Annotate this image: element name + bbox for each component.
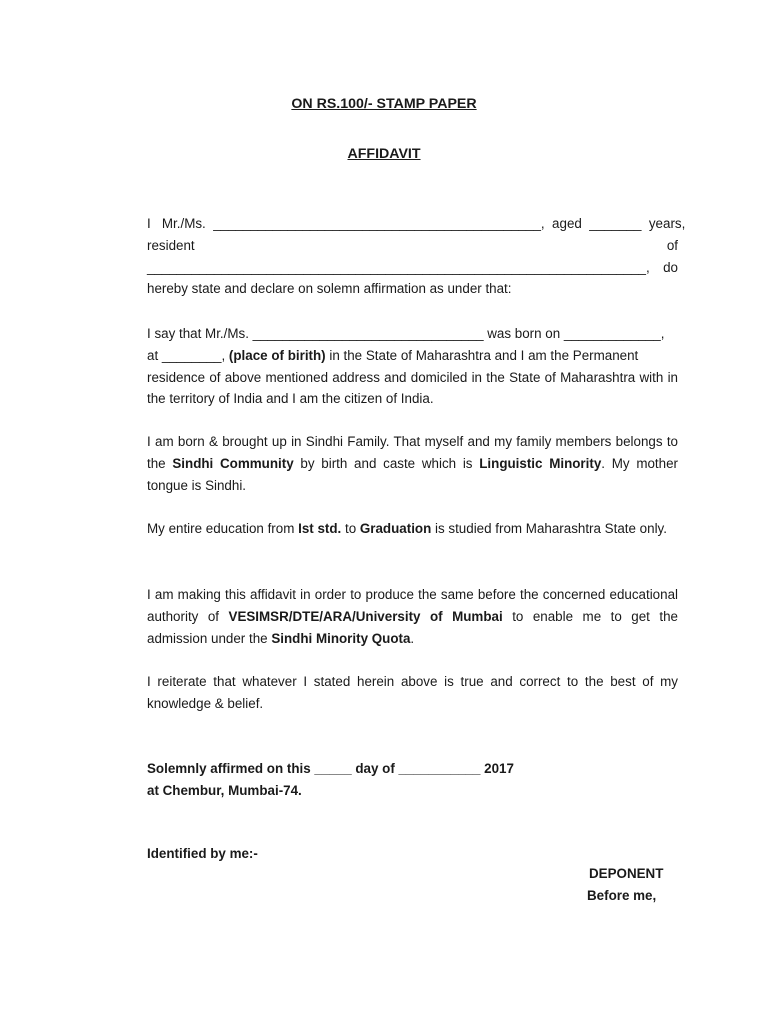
intro-paragraph: [147, 213, 686, 300]
intro-line-3: [147, 257, 678, 279]
intro-resident: resident: [147, 237, 195, 253]
family-text-2: by birth and caste which is: [293, 455, 480, 471]
linguistic-minority: Linguistic Minority: [479, 455, 602, 471]
affirmation-block: [147, 758, 678, 802]
intro-of: of: [666, 237, 678, 253]
family-paragraph: [147, 431, 678, 496]
before-me-label: Before me,: [587, 888, 657, 903]
intro-line-2: [147, 235, 678, 257]
purpose-text-3: .: [410, 630, 415, 646]
family-text-1: I am born & brought up in Sindhi Family. That myself and my family members belongs to the: [147, 434, 678, 471]
deponent-label: DEPONENT: [589, 866, 664, 881]
purpose-text-2: to enable me to get the admission under the: [147, 608, 679, 646]
birth-place-blank: at ________,: [147, 347, 229, 363]
ist-std: Ist std.: [298, 521, 342, 536]
family-text-3: . My mother tongue is Sindhi.: [147, 455, 678, 493]
university-name: VESIMSR/DTE/ARA/University of Mumbai: [228, 608, 503, 624]
education-text-2: to: [341, 521, 360, 536]
reiterate-paragraph: I reiterate that whatever I stated herein above is true and correct to the best of my knowledge & belief.: [147, 674, 678, 711]
birth-rest: residence of above mentioned address and domiciled in the State of Maharashtra with in the territory of India and I am the citizen of India.: [147, 369, 678, 407]
place-of-birth-label: (place of birith): [228, 347, 326, 363]
stamp-paper-title: ON RS.100/- STAMP PAPER: [291, 96, 477, 112]
affirmation-line-1: Solemnly affirmed on this _____ day of ___________ 2017: [147, 761, 514, 776]
identified-by: Identified by me:-: [147, 846, 258, 861]
education-text-1: My entire education from: [147, 521, 299, 536]
affidavit-title: AFFIDAVIT: [347, 146, 421, 162]
sindhi-community: Sindhi Community: [172, 455, 294, 471]
affirmation-line-2: at Chembur, Mumbai-74.: [147, 782, 302, 798]
graduation: Graduation: [359, 521, 432, 536]
birth-line-2-text: in the State of Maharashtra and I am the Permanent: [325, 347, 639, 363]
education-text-3: is studied from Maharashtra State only.: [431, 521, 667, 536]
intro-line-1: I Mr./Ms. ____________________________________________, aged _______ years,: [147, 216, 686, 231]
birth-line-2: [147, 345, 678, 367]
birth-line-1: I say that Mr./Ms. _______________________________ was born on _____________,: [147, 326, 665, 341]
purpose-text-1: I am making this affidavit in order to produce the same before the concerned educational authority of: [147, 587, 678, 624]
intro-do: do: [663, 259, 678, 275]
birth-paragraph: [147, 323, 678, 410]
minority-quota: Sindhi Minority Quota: [271, 630, 411, 646]
purpose-paragraph: [147, 584, 678, 649]
intro-address-blank: ___________________________________________________________________,: [147, 259, 650, 275]
intro-line-4: hereby state and declare on solemn affirmation as under that:: [147, 281, 512, 297]
education-paragraph: [147, 518, 678, 540]
